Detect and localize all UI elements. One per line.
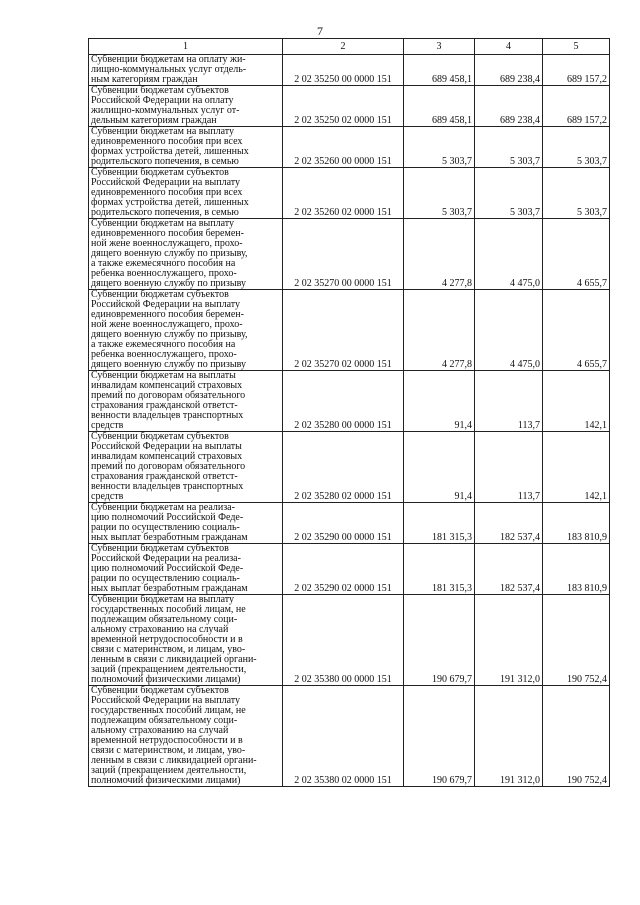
revenue-name-line: ребенка военнослужащего, прохо- xyxy=(91,268,237,279)
revenue-name-line: временной нетрудоспособности и в xyxy=(91,735,243,746)
amount-col4-cell: 113,7 xyxy=(475,371,543,432)
revenue-name-line: лищно-коммунальных услуг отдель- xyxy=(91,64,247,75)
revenue-name-line: рации по осуществлению социаль- xyxy=(91,522,240,533)
revenue-name-line: дящего военную службу по призыву, xyxy=(91,248,248,259)
amount-col4-cell: 191 312,0 xyxy=(475,686,543,787)
amount-col4-cell: 191 312,0 xyxy=(475,595,543,686)
revenue-name-line: Российской Федерации на выплату xyxy=(91,177,240,188)
revenue-name-line: подлежащим обязательному соци- xyxy=(91,715,238,726)
revenue-name-line: Российской Федерации на выплату xyxy=(91,695,240,706)
budget-code-cell: 2 02 35250 02 0000 151 xyxy=(283,86,404,127)
revenue-name-line: премий по договорам обязательного xyxy=(91,461,246,472)
revenue-name-line: ребенка военнослужащего, прохо- xyxy=(91,349,237,360)
revenue-name-line: Субвенции бюджетам субъектов xyxy=(91,289,229,300)
amount-col4-cell: 113,7 xyxy=(475,432,543,503)
amount-col5-cell: 190 752,4 xyxy=(543,686,610,787)
revenue-name-line: альному страхованию на случай xyxy=(91,725,229,736)
revenue-name-line: Субвенции бюджетам субъектов xyxy=(91,543,229,554)
table-row xyxy=(89,544,610,595)
column-header-4: 4 xyxy=(475,39,543,55)
amount-col4-cell: 689 238,4 xyxy=(475,86,543,127)
revenue-name-cell xyxy=(89,686,283,787)
revenue-name-line: формах устройства детей, лишенных xyxy=(91,146,249,157)
amount-col3-cell: 190 679,7 xyxy=(404,686,475,787)
revenue-name-line: Субвенции бюджетам субъектов xyxy=(91,431,229,442)
revenue-name-line: государственных пособий лицам, не xyxy=(91,604,246,615)
revenue-name-line: ным категориям граждан xyxy=(91,74,198,85)
revenue-name-line: Российской Федерации на оплату xyxy=(91,95,234,106)
revenue-name-line: Российской Федерации на выплаты xyxy=(91,441,242,452)
amount-col5-cell: 5 303,7 xyxy=(543,127,610,168)
revenue-name-line: Субвенции бюджетам субъектов xyxy=(91,685,229,696)
revenue-name-line: премий по договорам обязательного xyxy=(91,390,246,401)
revenue-name-cell xyxy=(89,290,283,371)
revenue-name-cell xyxy=(89,127,283,168)
table-header-row xyxy=(89,39,610,55)
budget-code-cell: 2 02 35260 00 0000 151 xyxy=(283,127,404,168)
table-row xyxy=(89,432,610,503)
revenue-name-line: ных выплат безработным гражданам xyxy=(91,532,248,543)
amount-col3-cell: 4 277,8 xyxy=(404,219,475,290)
table-row xyxy=(89,595,610,686)
revenue-name-line: государственных пособий лицам, не xyxy=(91,705,246,716)
revenue-name-line: средств xyxy=(91,491,124,502)
revenue-name-cell xyxy=(89,168,283,219)
revenue-name-line: Субвенции бюджетам на выплату xyxy=(91,218,234,229)
amount-col4-cell: 4 475,0 xyxy=(475,290,543,371)
revenue-name-line: ленным в связи с ликвидацией органи- xyxy=(91,755,257,766)
revenue-name-line: Субвенции бюджетам на выплату xyxy=(91,126,234,137)
amount-col4-cell: 5 303,7 xyxy=(475,127,543,168)
revenue-name-line: цию полномочий Российской Феде- xyxy=(91,563,244,574)
revenue-name-line: Российской Федерации на реализа- xyxy=(91,553,241,564)
revenue-name-line: заций (прекращением деятельности, xyxy=(91,664,247,675)
budget-code-cell: 2 02 35290 00 0000 151 xyxy=(283,503,404,544)
amount-col4-cell: 4 475,0 xyxy=(475,219,543,290)
revenue-name-line: дящего военную службу по призыву xyxy=(91,278,246,289)
budget-code-cell: 2 02 35380 00 0000 151 xyxy=(283,595,404,686)
amount-col3-cell: 91,4 xyxy=(404,371,475,432)
revenue-name-line: связи с материнством, и лицам, уво- xyxy=(91,644,246,655)
revenue-name-line: формах устройства детей, лишенных xyxy=(91,197,249,208)
budget-code-cell: 2 02 35270 00 0000 151 xyxy=(283,219,404,290)
revenue-name-line: Субвенции бюджетам субъектов xyxy=(91,85,229,96)
amount-col3-cell: 689 458,1 xyxy=(404,55,475,86)
revenue-name-line: родительского попечения, в семью xyxy=(91,207,239,218)
amount-col5-cell: 142,1 xyxy=(543,432,610,503)
amount-col3-cell: 91,4 xyxy=(404,432,475,503)
amount-col3-cell: 689 458,1 xyxy=(404,86,475,127)
amount-col5-cell: 5 303,7 xyxy=(543,168,610,219)
revenue-name-line: подлежащим обязательному соци- xyxy=(91,614,238,625)
budget-code-cell: 2 02 35290 02 0000 151 xyxy=(283,544,404,595)
revenue-name-line: а также ежемесячного пособия на xyxy=(91,339,236,350)
table-body xyxy=(89,55,610,787)
table-row xyxy=(89,371,610,432)
budget-table xyxy=(88,38,610,787)
amount-col4-cell: 182 537,4 xyxy=(475,503,543,544)
table-row xyxy=(89,290,610,371)
revenue-name-line: инвалидам компенсаций страховых xyxy=(91,451,243,462)
revenue-name-line: жилищно-коммунальных услуг от- xyxy=(91,105,240,116)
amount-col3-cell: 4 277,8 xyxy=(404,290,475,371)
table-row xyxy=(89,55,610,86)
budget-code-cell: 2 02 35270 02 0000 151 xyxy=(283,290,404,371)
amount-col5-cell: 689 157,2 xyxy=(543,86,610,127)
amount-col5-cell: 4 655,7 xyxy=(543,290,610,371)
revenue-name-cell xyxy=(89,544,283,595)
amount-col4-cell: 182 537,4 xyxy=(475,544,543,595)
table-row xyxy=(89,686,610,787)
revenue-name-line: временной нетрудоспособности и в xyxy=(91,634,243,645)
amount-col5-cell: 190 752,4 xyxy=(543,595,610,686)
revenue-name-line: цию полномочий Российской Феде- xyxy=(91,512,244,523)
revenue-name-line: ных выплат безработным гражданам xyxy=(91,583,248,594)
revenue-name-line: единовременного пособия беремен- xyxy=(91,228,244,239)
column-header-2: 2 xyxy=(283,39,404,55)
revenue-name-line: единовременного пособия при всех xyxy=(91,136,243,147)
budget-code-cell: 2 02 35380 02 0000 151 xyxy=(283,686,404,787)
revenue-name-line: венности владельцев транспортных xyxy=(91,410,244,421)
revenue-name-line: ной жене военнослужащего, прохо- xyxy=(91,319,243,330)
revenue-name-cell xyxy=(89,55,283,86)
amount-col5-cell: 142,1 xyxy=(543,371,610,432)
revenue-name-line: альному страхованию на случай xyxy=(91,624,229,635)
revenue-name-line: Субвенции бюджетам субъектов xyxy=(91,167,229,178)
revenue-name-line: дельным категориям граждан xyxy=(91,115,217,126)
amount-col5-cell: 183 810,9 xyxy=(543,503,610,544)
budget-code-cell: 2 02 35280 02 0000 151 xyxy=(283,432,404,503)
revenue-name-line: а также ежемесячного пособия на xyxy=(91,258,236,269)
amount-col3-cell: 181 315,3 xyxy=(404,503,475,544)
revenue-name-line: полномочий физическими лицами) xyxy=(91,674,241,685)
table-row xyxy=(89,219,610,290)
amount-col5-cell: 689 157,2 xyxy=(543,55,610,86)
amount-col3-cell: 181 315,3 xyxy=(404,544,475,595)
revenue-name-line: связи с материнством, и лицам, уво- xyxy=(91,745,246,756)
revenue-name-cell xyxy=(89,219,283,290)
revenue-name-line: рации по осуществлению социаль- xyxy=(91,573,240,584)
column-header-5: 5 xyxy=(543,39,610,55)
amount-col3-cell: 190 679,7 xyxy=(404,595,475,686)
revenue-name-cell xyxy=(89,503,283,544)
amount-col4-cell: 5 303,7 xyxy=(475,168,543,219)
revenue-name-line: Субвенции бюджетам на выплату xyxy=(91,594,234,605)
revenue-name-line: дящего военную службу по призыву xyxy=(91,359,246,370)
revenue-name-line: ной жене военнослужащего, прохо- xyxy=(91,238,243,249)
revenue-name-line: страхования гражданской ответст- xyxy=(91,471,238,482)
revenue-name-line: ленным в связи с ликвидацией органи- xyxy=(91,654,257,665)
page-number: 7 xyxy=(317,24,323,38)
amount-col3-cell: 5 303,7 xyxy=(404,168,475,219)
table-row xyxy=(89,127,610,168)
revenue-name-line: дящего военную службу по призыву, xyxy=(91,329,248,340)
column-header-3: 3 xyxy=(404,39,475,55)
revenue-name-line: заций (прекращением деятельности, xyxy=(91,765,247,776)
revenue-name-line: родительского попечения, в семью xyxy=(91,156,239,167)
column-header-1: 1 xyxy=(89,39,283,55)
revenue-name-cell xyxy=(89,432,283,503)
budget-code-cell: 2 02 35250 00 0000 151 xyxy=(283,55,404,86)
revenue-name-cell xyxy=(89,86,283,127)
revenue-name-cell xyxy=(89,595,283,686)
revenue-name-line: единовременного пособия беремен- xyxy=(91,309,244,320)
revenue-name-cell xyxy=(89,371,283,432)
budget-code-cell: 2 02 35260 02 0000 151 xyxy=(283,168,404,219)
revenue-name-line: инвалидам компенсаций страховых xyxy=(91,380,243,391)
revenue-name-line: венности владельцев транспортных xyxy=(91,481,244,492)
table-row xyxy=(89,86,610,127)
amount-col5-cell: 183 810,9 xyxy=(543,544,610,595)
revenue-name-line: средств xyxy=(91,420,124,431)
budget-code-cell: 2 02 35280 00 0000 151 xyxy=(283,371,404,432)
table-row xyxy=(89,503,610,544)
revenue-name-line: страхования гражданской ответст- xyxy=(91,400,238,411)
revenue-name-line: Субвенции бюджетам на выплаты xyxy=(91,370,236,381)
revenue-name-line: Российской Федерации на выплату xyxy=(91,299,240,310)
revenue-name-line: Субвенции бюджетам на оплату жи- xyxy=(91,54,246,65)
revenue-name-line: единовременного пособия при всех xyxy=(91,187,243,198)
revenue-name-line: полномочий физическими лицами) xyxy=(91,775,241,786)
table-row xyxy=(89,168,610,219)
revenue-name-line: Субвенции бюджетам на реализа- xyxy=(91,502,235,513)
amount-col4-cell: 689 238,4 xyxy=(475,55,543,86)
amount-col5-cell: 4 655,7 xyxy=(543,219,610,290)
amount-col3-cell: 5 303,7 xyxy=(404,127,475,168)
